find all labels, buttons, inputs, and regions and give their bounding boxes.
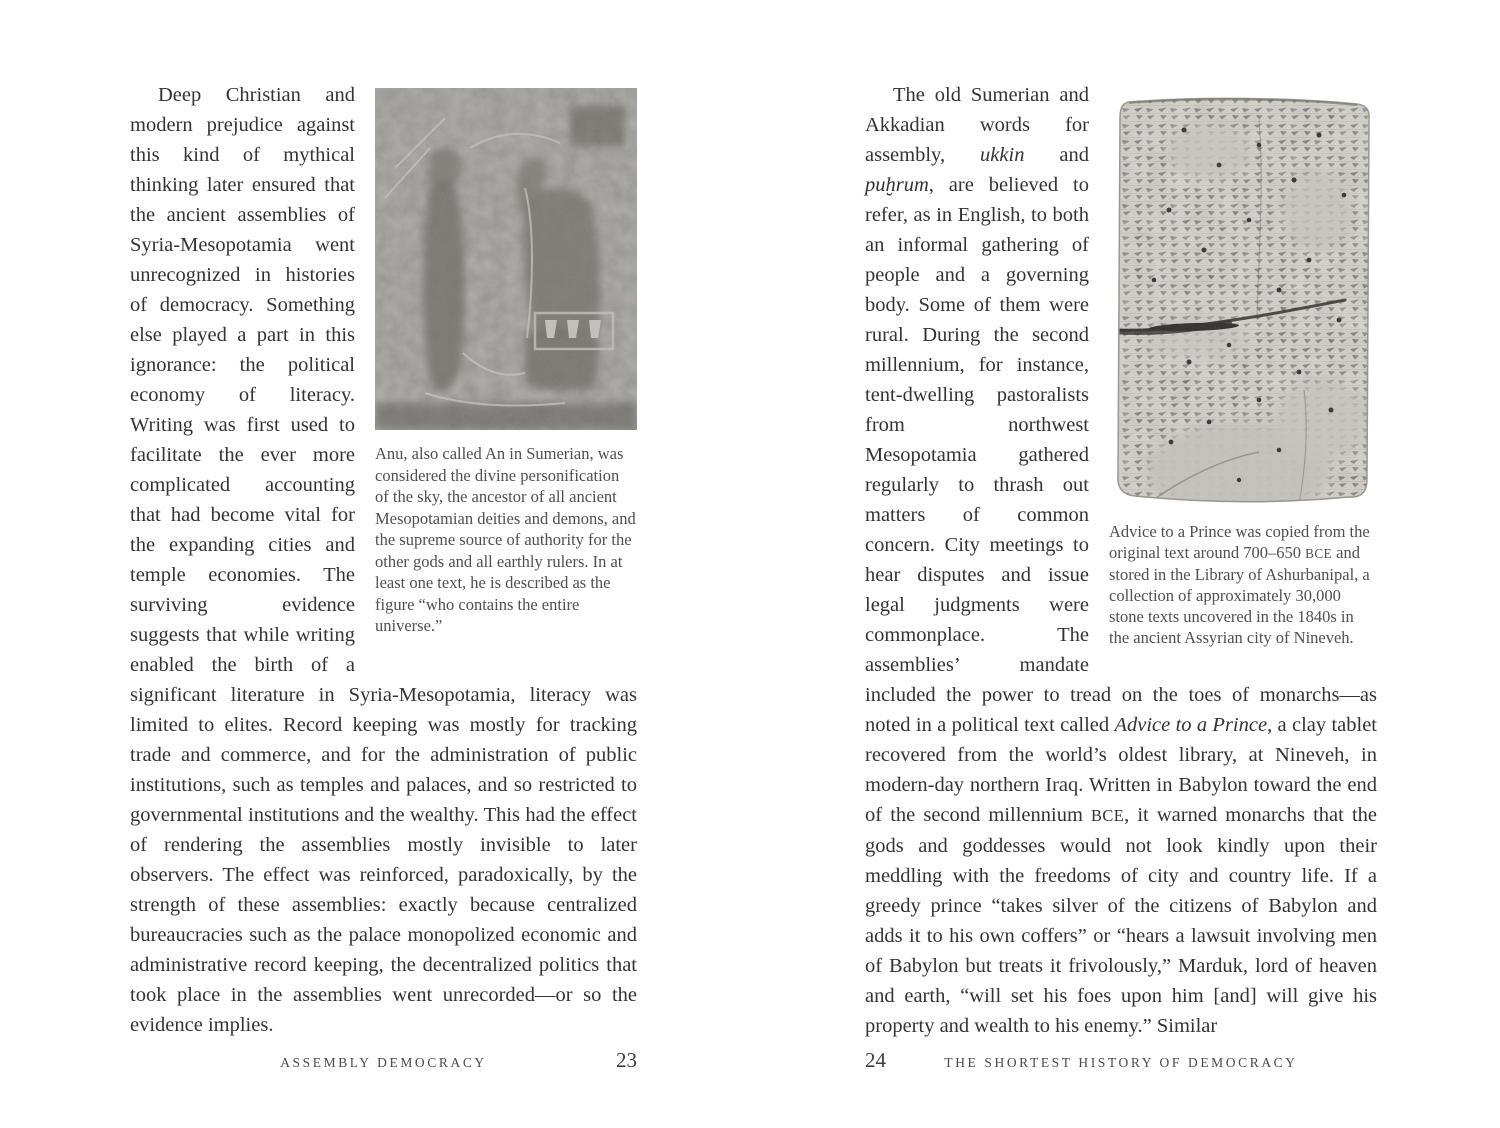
- page-left-footer: [130, 1048, 637, 1080]
- page-number-left: 23: [616, 1048, 637, 1072]
- page-right-content: [865, 0, 1377, 1041]
- anu-relief-figure: [375, 88, 637, 637]
- page-number-right: 24: [865, 1048, 886, 1072]
- tablet-figure: [1109, 90, 1377, 648]
- anu-relief-image: [375, 88, 637, 430]
- page-left-content: [130, 0, 637, 1040]
- page-right-paragraph: The old Sumerian and Akkadian words for assembly, ukkin and puḫrum, are believed to refer, as in English, to both an informal gathering of people and a governing body. Some of them were rural. During the second millennium, for instance, tent-dwelling pastoralists from northwest Mesopotamia gathered regularly to thrash out matters of common concern. City meetings to hear disputes and issue legal judgments were commonplace. The assemblies’ mandate included the power to tread on the toes of monarchs—as noted in a political text called Advice to a Prince, a clay tablet recovered from the world’s oldest library, at Nineveh, in modern-day northern Iraq. Written in Babylon toward the end of the second millennium BCE, it warned monarchs that the gods and goddesses would not look kindly upon their meddling with the freedoms of city and country life. If a greedy prince “takes silver of the citizens of Babylon and adds it to his own coffers” or “hears a lawsuit involving men of Babylon but treats it frivolously,” Marduk, lord of heaven and earth, “will set his foes upon him [and] will give his property and wealth to his enemy.” Similar: [865, 84, 1378, 1037]
- tablet-caption: Advice to a Prince was copied from the original text around 700–650 BCE and stored in the Library of Ashurbanipal, a collection of approximately 30,000 stone texts uncovered in the 1840s in the ancient Assyrian city of Nineveh.: [1109, 522, 1370, 647]
- anu-relief-caption: Anu, also called An in Sumerian, was considered the divine personification of the sky, the ancestor of all ancient Mesopotamian deities and demons, and the supreme source of authority for the other gods and all earthly rulers. In at least one text, he is described as the figure “who contains the entire universe.”: [375, 444, 636, 635]
- page-right-footer: [865, 1048, 1377, 1080]
- page-right: [865, 0, 1377, 1128]
- cuneiform-tablet-image: [1109, 90, 1377, 512]
- page-left-paragraph: Deep Christian and modern prejudice against this kind of mythical thinking later ensured that the ancient assemblies of Syria-Mesopotamia went unrecognized in histories of democracy. Something else played a part in this ignorance: the political economy of literacy. Writing was first used to facilitate the ever more complicated accounting that had become vital for the expanding cities and temple economies. The surviving evidence suggests that while writing enabled the birth of a significant literature in Syria-Mesopotamia, literacy was limited to elites. Record keeping was mostly for tracking trade and commerce, and for the administration of public institutions, such as temples and palaces, and so restricted to governmental institutions and the wealthy. This had the effect of rendering the assemblies mostly invisible to later observers. The effect was reinforced, paradoxically, by the strength of these assemblies: exactly because centralized bureaucracies such as the palace monopolized economic and administrative record keeping, the decentralized politics that took place in the assemblies went unrecorded—or so the evidence implies.: [130, 84, 637, 1036]
- running-title-right: THE SHORTEST HISTORY OF DEMOCRACY: [944, 1055, 1298, 1070]
- running-title-left: ASSEMBLY DEMOCRACY: [280, 1055, 487, 1070]
- page-left: [130, 0, 637, 1128]
